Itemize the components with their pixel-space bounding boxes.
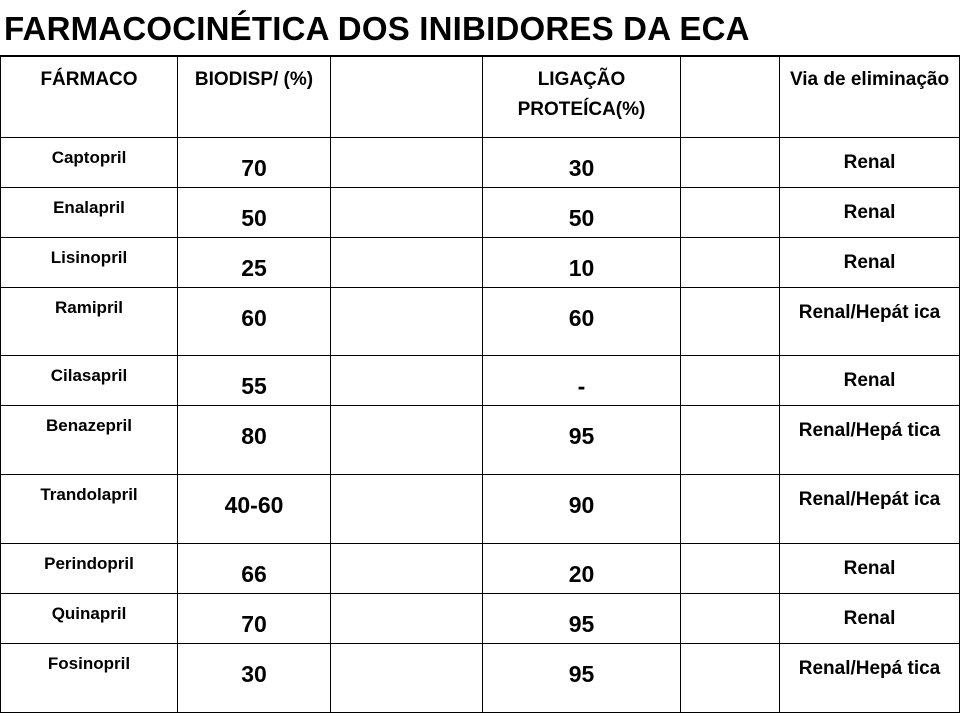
cell-via: Renal/Hepá tica [780,643,960,712]
cell-biodisp: 60 [178,287,331,355]
table-row [1,405,960,474]
cell-spacer [681,474,780,543]
cell-biodisp: 50 [178,187,331,237]
cell-spacer [331,287,483,355]
cell-biodisp: 70 [178,593,331,643]
cell-spacer [681,405,780,474]
cell-biodisp: 25 [178,237,331,287]
cell-ligacao: 10 [483,237,681,287]
cell-via: Renal [780,543,960,593]
cell-spacer [681,287,780,355]
header-spacer [681,56,780,137]
table-row [1,474,960,543]
cell-farmaco: Perindopril [1,543,178,593]
cell-via: Renal/Hepá tica [780,405,960,474]
table-row [1,137,960,187]
cell-via: Renal [780,137,960,187]
table-row [1,593,960,643]
cell-farmaco: Captopril [1,137,178,187]
cell-farmaco: Lisinopril [1,237,178,287]
cell-biodisp: 40-60 [178,474,331,543]
cell-ligacao: 95 [483,405,681,474]
cell-ligacao: - [483,355,681,405]
cell-biodisp: 66 [178,543,331,593]
cell-spacer [331,237,483,287]
header-spacer [331,56,483,137]
cell-spacer [331,355,483,405]
cell-ligacao: 20 [483,543,681,593]
cell-farmaco: Cilasapril [1,355,178,405]
pharmacokinetics-table [0,55,960,713]
cell-spacer [681,643,780,712]
header-via: Via de eliminação [780,56,960,137]
table-row [1,287,960,355]
cell-spacer [681,543,780,593]
cell-via: Renal [780,237,960,287]
header-ligacao: LIGAÇÃO PROTEÍCA(%) [483,56,681,137]
table-row [1,237,960,287]
cell-spacer [681,237,780,287]
cell-spacer [681,593,780,643]
cell-via: Renal/Hepát ica [780,287,960,355]
header-farmaco: FÁRMACO [1,56,178,137]
cell-spacer [331,593,483,643]
cell-farmaco: Ramipril [1,287,178,355]
table-row [1,187,960,237]
cell-farmaco: Quinapril [1,593,178,643]
cell-spacer [331,474,483,543]
page-title: FARMACOCINÉTICA DOS INIBIDORES DA ECA [4,10,750,47]
cell-farmaco: Fosinopril [1,643,178,712]
cell-via: Renal [780,187,960,237]
cell-spacer [331,405,483,474]
cell-ligacao: 95 [483,593,681,643]
table-row [1,355,960,405]
cell-spacer [331,137,483,187]
cell-farmaco: Benazepril [1,405,178,474]
cell-ligacao: 95 [483,643,681,712]
cell-biodisp: 30 [178,643,331,712]
cell-farmaco: Trandolapril [1,474,178,543]
cell-biodisp: 80 [178,405,331,474]
cell-ligacao: 30 [483,137,681,187]
cell-via: Renal/Hepát ica [780,474,960,543]
table-row [1,543,960,593]
cell-via: Renal [780,355,960,405]
cell-ligacao: 90 [483,474,681,543]
cell-spacer [681,187,780,237]
cell-ligacao: 50 [483,187,681,237]
table-row [1,643,960,712]
header-biodisp: BIODISP/ (%) [178,56,331,137]
cell-ligacao: 60 [483,287,681,355]
cell-spacer [681,137,780,187]
table-header-row [1,56,960,137]
cell-farmaco: Enalapril [1,187,178,237]
cell-biodisp: 70 [178,137,331,187]
cell-via: Renal [780,593,960,643]
cell-biodisp: 55 [178,355,331,405]
cell-spacer [331,187,483,237]
cell-spacer [331,543,483,593]
cell-spacer [331,643,483,712]
cell-spacer [681,355,780,405]
